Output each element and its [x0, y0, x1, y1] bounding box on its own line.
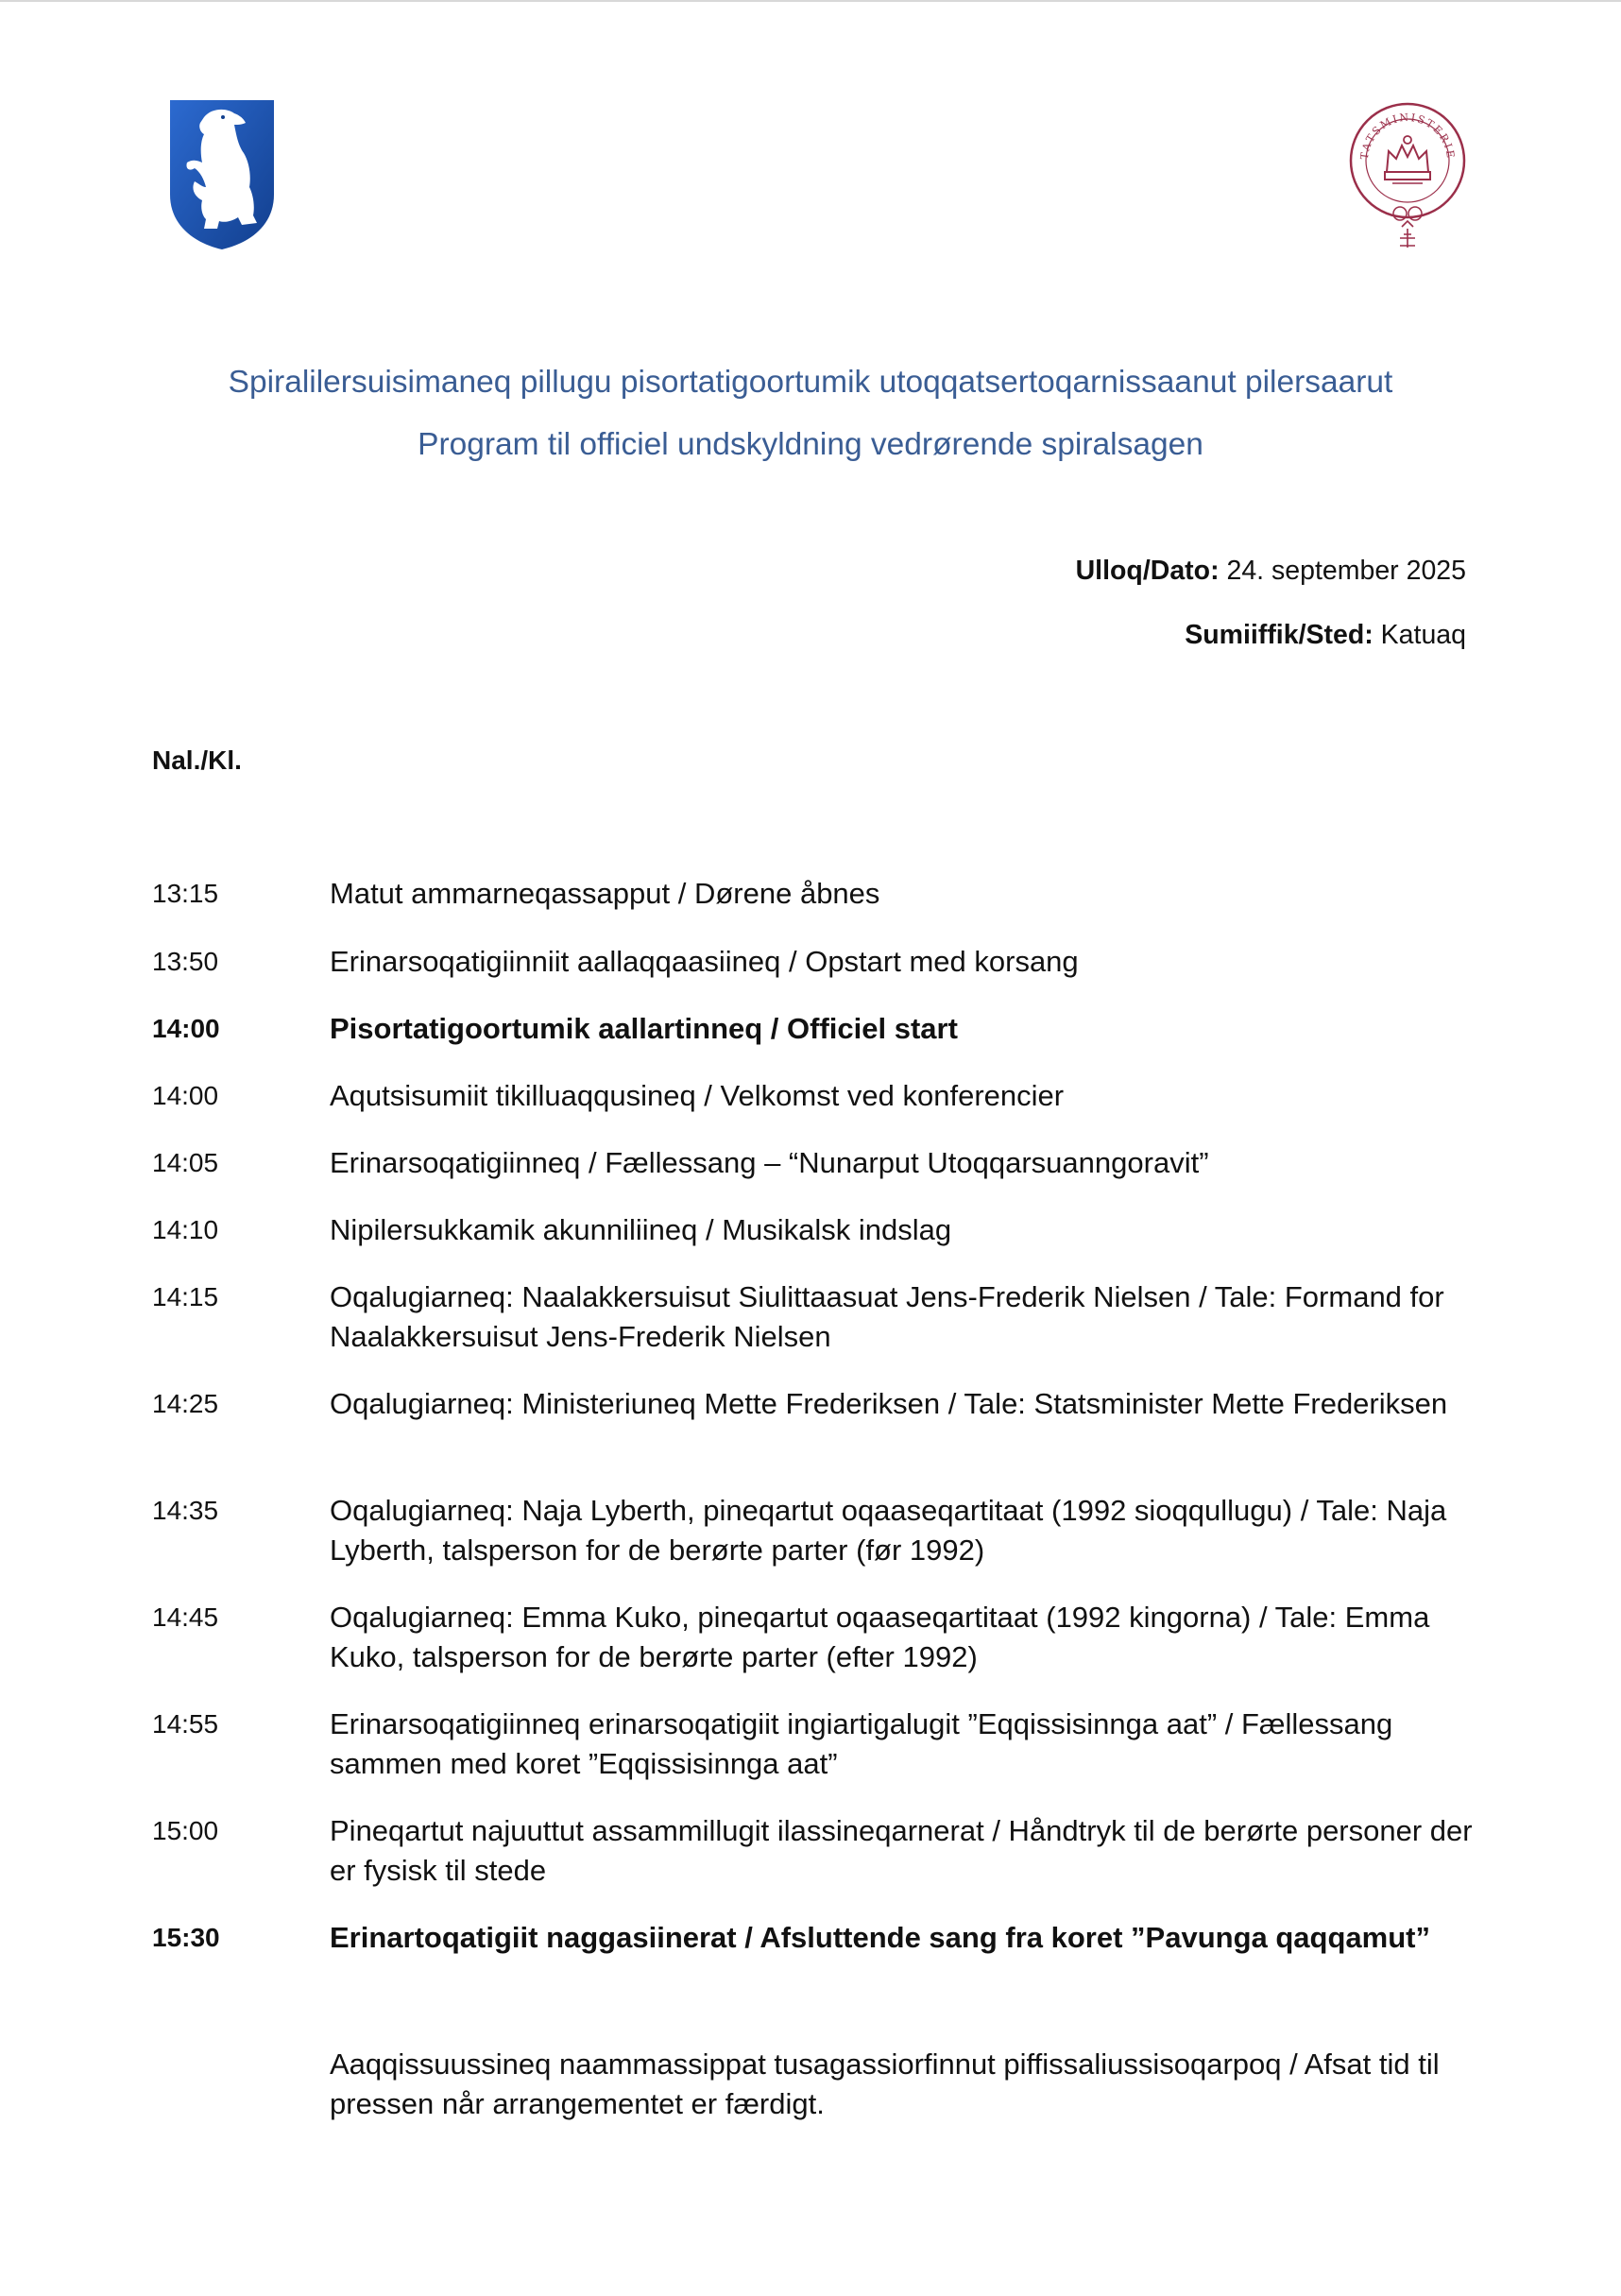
programme-text: Erinarsoqatigiinniit aallaqqaasiineq / Opstart med korsang [330, 945, 1079, 978]
programme-text: Matut ammarneqassapput / Dørene åbnes [330, 877, 880, 910]
programme-item [0, 874, 1621, 914]
time-column-header: Nal./Kl. [152, 745, 242, 775]
programme-time: 14:25 [152, 1389, 219, 1418]
programme-time: 14:55 [152, 1709, 219, 1739]
programme-text: Nipilersukkamik akunniliineq / Musikalsk indslag [330, 1213, 952, 1246]
date-label: Ulloq/Dato: [1075, 556, 1220, 586]
programme-time: 14:15 [152, 1282, 219, 1311]
date-line [1076, 555, 1466, 587]
greenland-coat-of-arms-logo [166, 96, 278, 251]
date-value: 24. september 2025 [1219, 556, 1466, 586]
svg-text:STATSMINISTERIET [1345, 102, 1457, 161]
programme-item [0, 1009, 1621, 1049]
programme-item [0, 1277, 1621, 1357]
place-line [1185, 619, 1466, 651]
programme-time: 15:00 [152, 1816, 219, 1845]
programme-time: 14:10 [152, 1215, 219, 1244]
programme-text: Erinarsoqatigiinneq erinarsoqatigiit ingiartigalugit ”Eqqissisinnga aat” / Fællessang sammen med koret ”Eqqissisinnga aat” [330, 1707, 1393, 1780]
seal-text: TATSMINISTERIE [1357, 111, 1458, 161]
programme-time: 14:45 [152, 1602, 219, 1632]
polar-bear-shield-icon [166, 96, 278, 251]
programme-item [0, 1918, 1621, 1958]
page-top-border [0, 0, 1621, 2]
title-greenlandic: Spiralilersuisimaneq pillugu pisortatigoortumik utoqqatsertoqarnissaanut pilersaarut [228, 365, 1393, 400]
programme-item [0, 1076, 1621, 1116]
programme-text: Oqalugiarneq: Naja Lyberth, pineqartut oqaaseqartitaat (1992 sioqqullugu) / Tale: Naja Lyberth, talsperson for de berørte parter (før 1992) [330, 1494, 1447, 1567]
programme-item [0, 1384, 1621, 1424]
press-note: Aaqqissuussineq naammassippat tusagassiorfinnut piffissaliussisoqarpoq / Afsat tid til pressen når arrangementet er færdigt. [330, 2048, 1440, 2120]
programme-text: Oqalugiarneq: Emma Kuko, pineqartut oqaaseqartitaat (1992 kingorna) / Tale: Emma Kuko, talsperson for de berørte parter (efter 1992) [330, 1601, 1430, 1673]
statsministeriet-seal-logo [1345, 102, 1470, 253]
programme-text: Pisortatigoortumik aallartinneq / Officiel start [330, 1012, 958, 1045]
title-danish: Program til officiel undskyldning vedrørende spiralsagen [418, 427, 1203, 462]
programme-time: 13:50 [152, 947, 219, 976]
programme-text: Pineqartut najuuttut assammillugit ilassineqarnerat / Håndtryk til de berørte personer der er fysisk til stede [330, 1814, 1473, 1887]
programme-item [0, 1491, 1621, 1570]
programme-item [0, 1143, 1621, 1183]
programme-time: 14:05 [152, 1148, 219, 1177]
programme-text: Aqutsisumiit tikilluaqqusineq / Velkomst ved konferencier [330, 1079, 1065, 1112]
programme-time: 14:00 [152, 1081, 219, 1110]
programme-text: Oqalugiarneq: Naalakkersuisut Siulittaasuat Jens-Frederik Nielsen / Tale: Formand for Naalakkersuisut Jens-Frederik Nielsen [330, 1280, 1444, 1353]
place-label: Sumiiffik/Sted: [1185, 620, 1374, 650]
programme-text: Erinarsoqatigiinneq / Fællessang – “Nunarput Utoqqarsuanngoravit” [330, 1146, 1209, 1179]
programme-item [0, 1811, 1621, 1891]
programme-item [0, 1210, 1621, 1250]
programme-text: Erinartoqatigiit naggasiinerat / Afsluttende sang fra koret ”Pavunga qaqqamut” [330, 1921, 1430, 1954]
programme-item [0, 1598, 1621, 1677]
programme-text: Oqalugiarneq: Ministeriuneq Mette Frederiksen / Tale: Statsminister Mette Frederiksen [330, 1387, 1448, 1420]
programme-item [0, 1705, 1621, 1784]
programme-time: 15:30 [152, 1923, 220, 1952]
programme-item [0, 942, 1621, 982]
place-value: Katuaq [1373, 620, 1466, 650]
crown-seal-icon [1345, 102, 1470, 253]
programme-time: 14:00 [152, 1014, 220, 1043]
programme-time: 13:15 [152, 879, 219, 908]
programme-time: 14:35 [152, 1496, 219, 1525]
